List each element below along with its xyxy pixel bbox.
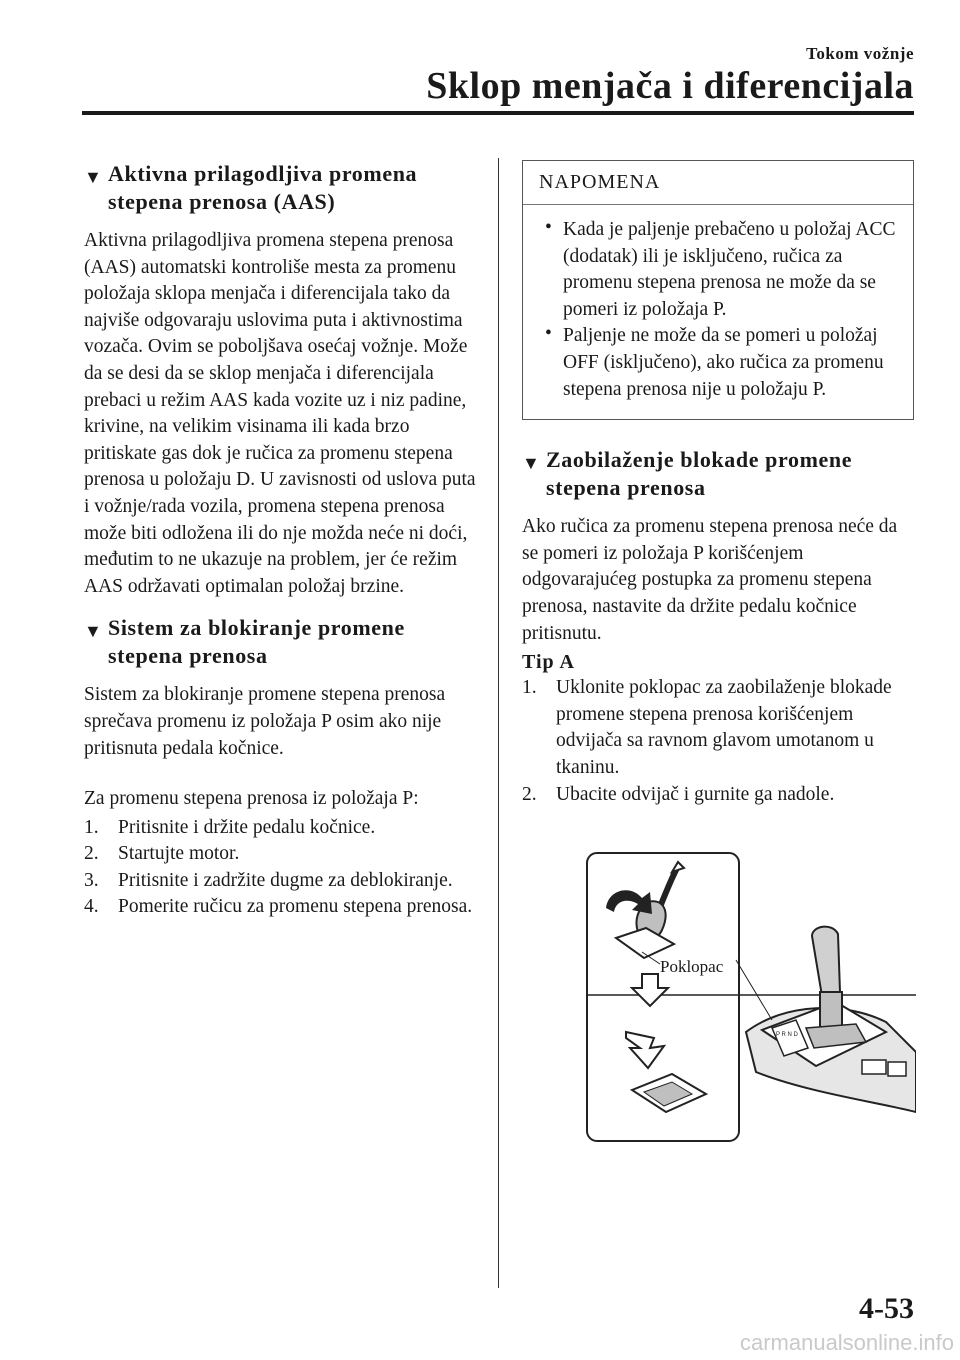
- lock-steps: [84, 815, 480, 921]
- list-item: 3. Pritisnite i zadržite dugme za deblokiranje.: [84, 869, 453, 891]
- lock-intro: Za promenu stepena prenosa iz položaja P:: [84, 788, 419, 810]
- note-box: [522, 160, 914, 420]
- triangle-bullet-icon: ▼: [522, 453, 541, 474]
- override-body: Ako ručica za promenu stepena prenosa neće da se pomeri iz položaja P korišćenjem odgovarajućeg postupka za promenu stepena prenosa, nastavite da držite pedalu kočnice pritisnutu.: [522, 516, 898, 644]
- lock-title-line1: Sistem za blokiranje promene: [108, 615, 405, 641]
- override-title-line1: Zaobilaženje blokade promene: [546, 447, 853, 473]
- lock-section-title: [84, 614, 480, 670]
- list-item: 2. Startujte motor.: [84, 843, 240, 865]
- svg-text:P R N D: P R N D: [776, 1032, 798, 1038]
- left-column: [84, 160, 480, 921]
- triangle-bullet-icon: ▼: [84, 167, 103, 187]
- aas-section-title: [84, 160, 480, 216]
- note-heading: NAPOMENA: [523, 161, 913, 205]
- header-rule: [82, 111, 914, 115]
- right-column: [522, 160, 914, 808]
- aas-title-line2: stepena prenosa (AAS): [108, 189, 336, 214]
- bullet-dot-icon: •: [545, 323, 552, 345]
- triangle-bullet-icon: ▼: [84, 621, 103, 642]
- watermark: carmanualsonline.info: [739, 1330, 954, 1355]
- note-item: • Paljenje ne može da se pomeri u položaj OFF (isključeno), ako ručica za promenu stepena prenosa nije u položaju P.: [545, 323, 884, 400]
- list-item: 1. Uklonite poklopac za zaobilaženje blokade promene stepena prenosa korišćenjem odvijača sa ravnom glavom umotanom u tkaninu.: [522, 677, 892, 778]
- figure-label: Poklopac: [660, 957, 724, 976]
- aas-title-line1: Aktivna prilagodljiva promena: [108, 161, 418, 186]
- chapter-title: Sklop menjača i diferencijala: [426, 65, 914, 107]
- aas-body: Aktivna prilagodljiva promena stepena prenosa (AAS) automatski kontroliše mesta za promenu položaja sklopa menjača i diferencijala tako da najviše odgovaraju uslovima puta i aktivnostima vozača. Ovim se poboljšava osećaj vožnje. Može da se desi da se sklop menjača i diferencijala prebaci u režim AAS kada vozite uz i niz padine, krivine, na velikim visinama ili kada brzo pritiskate gas dok je ručica za promenu stepena prenosa u položaju D. U zavisnosti od uslova puta i vožnje/rada vozila, promena stepena prenosa može biti odložena ili do nje možda neće ni doći, međutim to ne ukazuje na problem, jer će režim AAS održavati optimalan položaj brzine.: [84, 230, 476, 597]
- lock-title-line2: stepena prenosa: [108, 643, 268, 669]
- note-item: • Kada je paljenje prebačeno u položaj ACC (dodatak) ili je isključeno, ručica za promenu stepena prenosa ne može da se pomeri iz položaja P.: [545, 217, 896, 320]
- bullet-dot-icon: •: [545, 217, 552, 238]
- list-item: 2. Ubacite odvijač i gurnite ga nadole.: [522, 783, 835, 805]
- override-section-title: [522, 446, 914, 502]
- list-item: 4. Pomerite ručicu za promenu stepena prenosa.: [84, 896, 473, 918]
- override-steps: [522, 675, 914, 808]
- header-section: Tokom vožnje: [806, 44, 914, 63]
- page-number: 4-53: [859, 1292, 914, 1325]
- tip-label: Tip A: [522, 651, 575, 674]
- list-item: 1. Pritisnite i držite pedalu kočnice.: [84, 816, 376, 838]
- column-divider: [498, 158, 499, 1288]
- shift-lock-override-illustration: [586, 852, 916, 1142]
- lock-body: Sistem za blokiranje promene stepena prenosa sprečava promenu iz položaja P osim ako nije pritisnuta pedala kočnice.: [84, 684, 446, 759]
- override-title-line2: stepena prenosa: [546, 475, 706, 501]
